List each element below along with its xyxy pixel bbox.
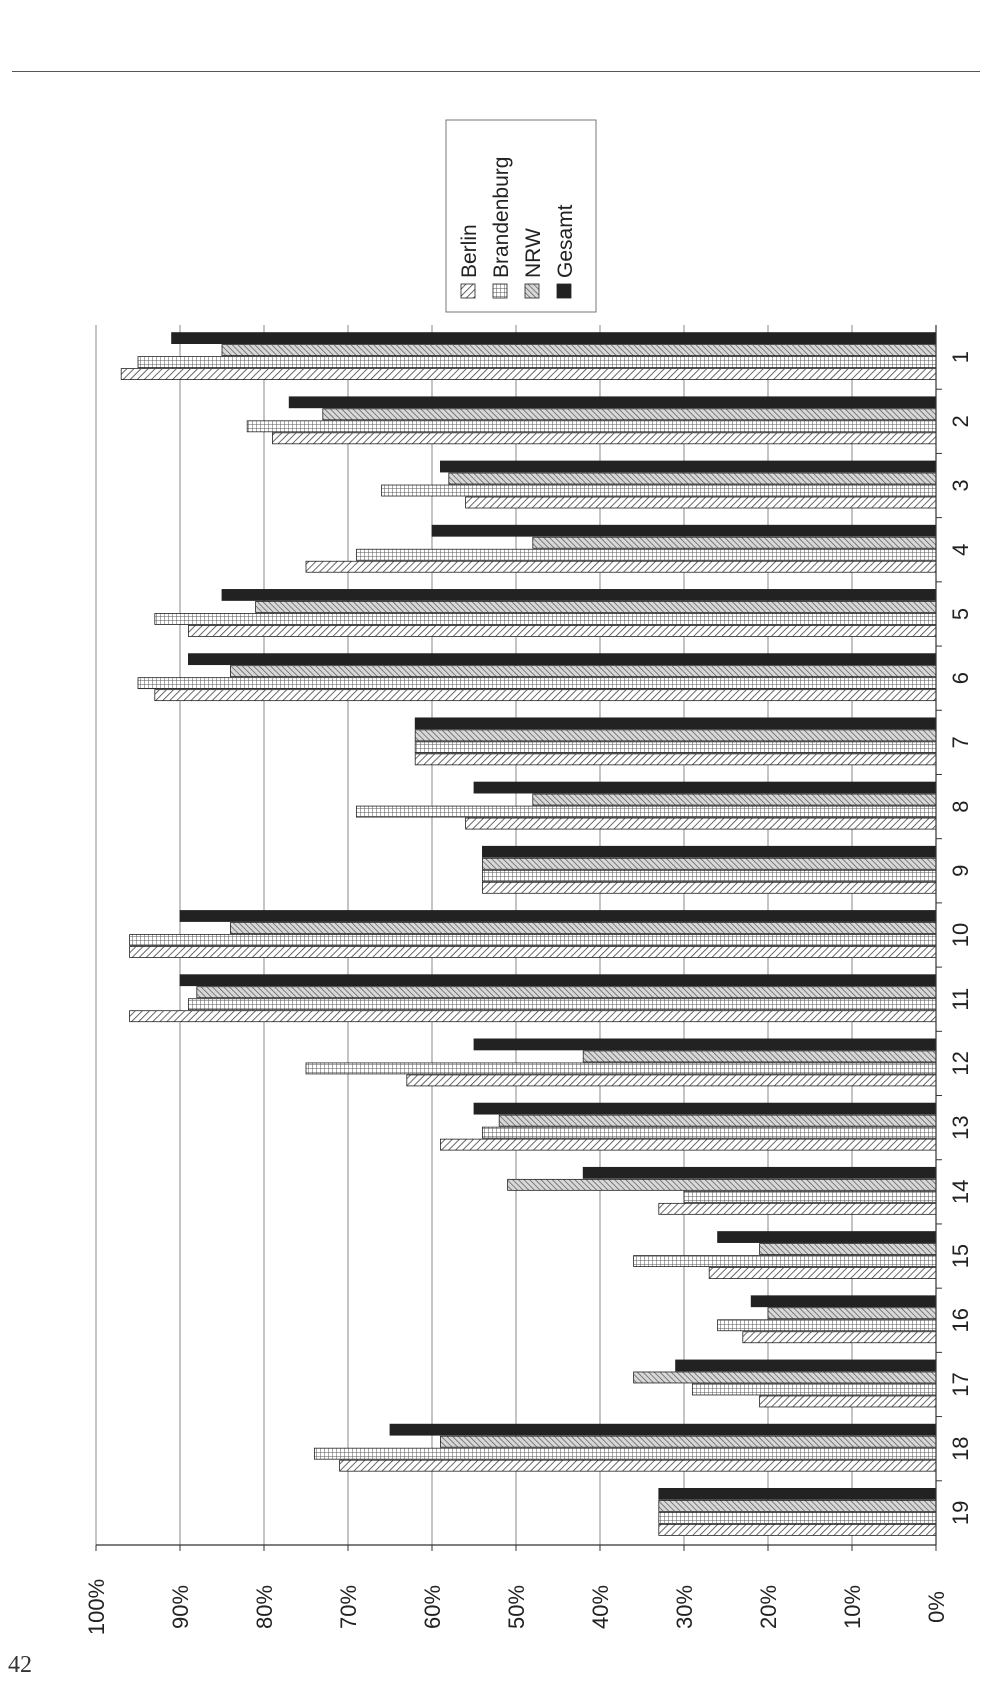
category-tick-label: 2: [948, 415, 973, 428]
category-tick-label: 18: [948, 1436, 973, 1461]
page-number: 42: [8, 1652, 32, 1678]
bar-brandenburg: [415, 742, 936, 753]
bar-nrw: [634, 1372, 936, 1383]
category-tick-label: 3: [948, 479, 973, 492]
category-tick-label: 17: [948, 1372, 973, 1397]
bar-gesamt: [583, 1167, 936, 1178]
category-tick-label: 15: [948, 1243, 973, 1269]
bar-berlin: [188, 625, 936, 636]
value-tick-label: 60%: [420, 1584, 445, 1630]
bar-nrw: [659, 1500, 936, 1511]
bar-nrw: [230, 666, 936, 677]
bar-gesamt: [474, 1039, 936, 1050]
bar-brandenburg: [718, 1320, 936, 1331]
bar-berlin: [155, 690, 936, 701]
category-tick-label: 10: [948, 922, 973, 948]
bar-nrw: [323, 409, 936, 420]
bar-brandenburg: [306, 1063, 936, 1074]
category-tick-label: 5: [948, 607, 973, 621]
bar-brandenburg: [247, 421, 936, 432]
bar-brandenburg: [356, 549, 936, 560]
bar-brandenburg: [482, 870, 936, 881]
bar-gesamt: [188, 654, 936, 665]
value-tick-label: 50%: [504, 1584, 529, 1630]
bar-berlin: [743, 1332, 936, 1343]
bars: [121, 333, 936, 1536]
bar-brandenburg: [692, 1384, 936, 1395]
value-tick-label: 70%: [336, 1584, 361, 1630]
legend-swatch-brandenburg: [493, 284, 507, 298]
bar-berlin: [709, 1268, 936, 1279]
category-tick-label: 9: [948, 864, 973, 877]
value-tick-label: 90%: [168, 1584, 193, 1630]
bar-nrw: [440, 1436, 936, 1447]
bar-gesamt: [751, 1296, 936, 1307]
category-tick-label: 8: [948, 800, 973, 813]
bar-gesamt: [390, 1424, 936, 1435]
bar-berlin: [659, 1203, 936, 1214]
bar-berlin: [272, 433, 936, 444]
bar-brandenburg: [356, 806, 936, 817]
bar-gesamt: [432, 525, 936, 536]
bar-brandenburg: [314, 1448, 936, 1459]
bar-gesamt: [415, 718, 936, 729]
bar-berlin: [760, 1396, 936, 1407]
value-tick-label: 80%: [252, 1584, 277, 1630]
bar-brandenburg: [659, 1512, 936, 1523]
bar-brandenburg: [155, 613, 936, 624]
category-tick-label: 11: [948, 987, 973, 1011]
legend-label-gesamt: Gesamt: [554, 204, 577, 278]
bar-nrw: [583, 1051, 936, 1062]
bar-brandenburg: [188, 999, 936, 1010]
bar-gesamt: [289, 397, 936, 408]
bar-nrw: [760, 1244, 936, 1255]
value-tick-label: 30%: [672, 1584, 697, 1630]
bar-gesamt: [440, 461, 936, 472]
bar-nrw: [508, 1179, 936, 1190]
bar-berlin: [440, 1139, 936, 1150]
bar-nrw: [222, 345, 936, 356]
category-tick-label: 6: [948, 672, 973, 685]
legend-label-berlin: Berlin: [458, 224, 481, 278]
category-tick-label: 12: [948, 1051, 973, 1076]
bar-nrw: [482, 858, 936, 869]
legend-label-nrw: NRW: [522, 228, 545, 278]
bar-gesamt: [474, 1103, 936, 1114]
category-tick-label: 14: [948, 1179, 973, 1205]
category-tick-label: 19: [948, 1500, 973, 1526]
legend-swatch-gesamt: [557, 284, 571, 298]
bar-berlin: [130, 947, 936, 958]
bar-gesamt: [180, 911, 936, 922]
bar-gesamt: [482, 846, 936, 857]
bar-berlin: [130, 1011, 936, 1022]
value-tick-label: 100%: [84, 1578, 109, 1636]
legend: [446, 120, 596, 312]
legend-swatch-nrw: [525, 284, 539, 298]
bar-gesamt: [180, 975, 936, 986]
bar-gesamt: [659, 1488, 936, 1499]
bar-brandenburg: [684, 1191, 936, 1202]
legend-label-brandenburg: Brandenburg: [490, 156, 513, 278]
bar-berlin: [466, 818, 936, 829]
bar-nrw: [533, 794, 936, 805]
bar-berlin: [121, 369, 936, 380]
bar-berlin: [415, 754, 936, 765]
bar-gesamt: [676, 1360, 936, 1371]
bar-nrw: [533, 537, 936, 548]
value-tick-label: 10%: [840, 1584, 865, 1630]
bar-brandenburg: [634, 1256, 936, 1267]
category-tick-label: 13: [948, 1115, 973, 1140]
bar-berlin: [466, 497, 936, 508]
bar-nrw: [768, 1308, 936, 1319]
bar-nrw: [230, 923, 936, 934]
bar-nrw: [256, 601, 936, 612]
category-tick-label: 7: [948, 736, 973, 749]
bar-berlin: [340, 1460, 936, 1471]
bar-brandenburg: [130, 935, 936, 946]
value-tick-label: 40%: [588, 1584, 613, 1630]
bar-gesamt: [474, 782, 936, 793]
bar-brandenburg: [138, 678, 936, 689]
category-tick-label: 4: [948, 543, 973, 556]
value-tick-label: 0%: [924, 1591, 949, 1623]
bar-nrw: [197, 987, 936, 998]
bar-brandenburg: [138, 357, 936, 368]
bar-nrw: [499, 1115, 936, 1126]
value-tick-label: 20%: [756, 1584, 781, 1630]
bar-berlin: [306, 561, 936, 572]
bar-brandenburg: [482, 1127, 936, 1138]
legend-swatch-berlin: [461, 284, 475, 298]
bar-berlin: [407, 1075, 936, 1086]
bar-berlin: [659, 1524, 936, 1535]
bar-gesamt: [718, 1232, 936, 1243]
bar-nrw: [449, 473, 936, 484]
bar-gesamt: [222, 589, 936, 600]
bar-berlin: [482, 882, 936, 893]
bar-nrw: [415, 730, 936, 741]
bar-brandenburg: [382, 485, 936, 496]
bar-gesamt: [172, 333, 936, 344]
category-tick-label: 1: [948, 350, 973, 364]
category-tick-label: 16: [948, 1308, 973, 1333]
